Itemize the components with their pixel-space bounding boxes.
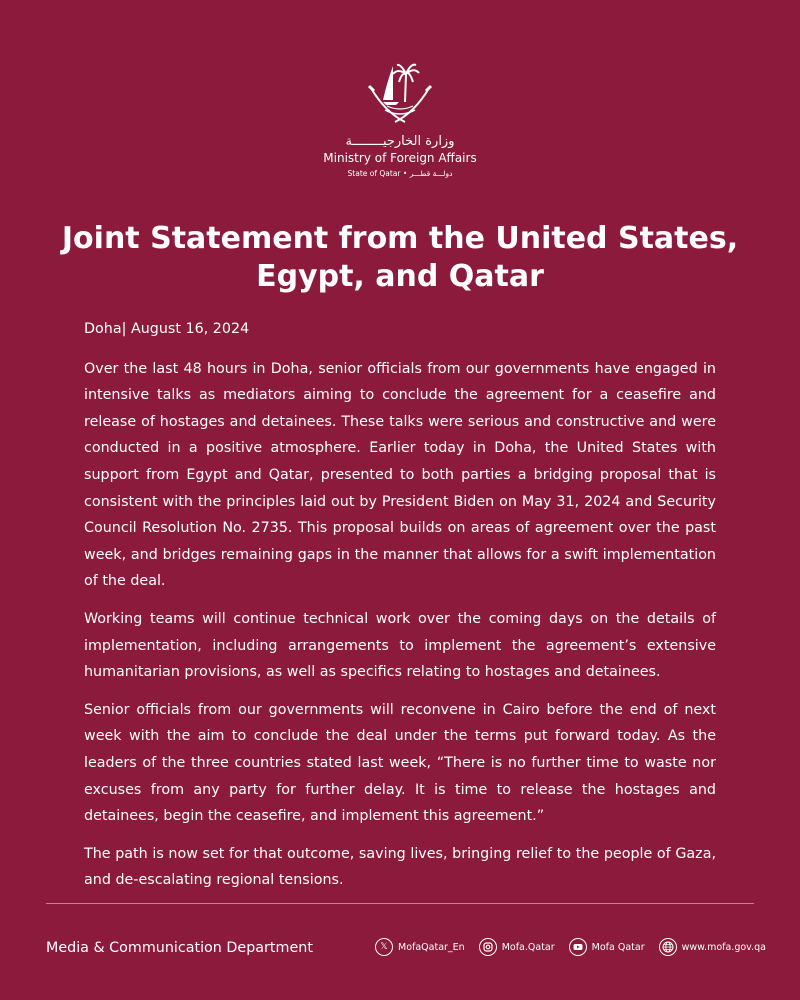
social-link-x[interactable] [375,938,465,956]
globe-icon [659,938,677,956]
social-link-website[interactable] [659,938,766,956]
footer-divider [46,903,754,904]
social-link-label: www.mofa.gov.qa [681,941,766,953]
qatar-emblem-icon [365,60,435,128]
ministry-arabic-name: وزارة الخارجيــــــــة [345,134,455,149]
social-links [375,938,766,956]
statement-title-line-2: Egypt, and Qatar [256,259,544,294]
paragraph: Senior officials from our governments will reconvene in Cairo before the end of next week with the aim to conclude the deal under the terms put forward today. As the leaders of the three countries stated last week, “There is no further time to waste nor excuses from any party for further delay. It is time to release the hostages and detainees, begin the ceasefire, and implement this agreement.” [84,701,716,825]
youtube-icon [569,938,587,956]
social-link-label: MofaQatar_En [398,941,465,953]
paragraph: The path is now set for that outcome, saving lives, bringing relief to the people of Gaza, and de-escalating regional tensions. [84,845,716,889]
department-name: Media & Communication Department [46,940,313,956]
instagram-icon [479,938,497,956]
social-link-instagram[interactable] [479,938,555,956]
social-link-youtube[interactable] [569,938,645,956]
paragraph: Working teams will continue technical work over the coming days on the details of implementation, including arrangements to implement the agreement’s extensive humanitarian provisions, as well as specifics relating to hostages and detainees. [84,610,716,681]
statement-title [60,220,740,296]
state-of-qatar-line: State of Qatar • دولـــة قطـــر [347,169,453,178]
x-icon: 𝕏 [375,938,393,956]
ministry-english-name: Ministry of Foreign Affairs [323,151,477,165]
social-link-label: Mofa Qatar [591,941,645,953]
statement-body [84,316,716,905]
dateline: Doha| August 16, 2024 [84,321,250,337]
social-link-label: Mofa.Qatar [501,941,555,953]
ministry-logo [0,60,800,178]
statement-title-line-1: Joint Statement from the United States, [61,221,739,256]
paragraph: Over the last 48 hours in Doha, senior officials from our governments have engaged in intensive talks as mediators aiming to conclude the agreement for a ceasefire and release of hostages and detainees. These talks were serious and constructive and were conducted in a positive atmosphere. Earlier today in Doha, the United States with support from Egypt and Qatar, presented to both parties a bridging proposal that is consistent with the principles laid out by President Biden on May 31, 2024 and Security Council Resolution No. 2735. This proposal builds on areas of agreement over the past week, and bridges remaining gaps in the manner that allows for a swift implementation of the deal. [84,360,716,590]
